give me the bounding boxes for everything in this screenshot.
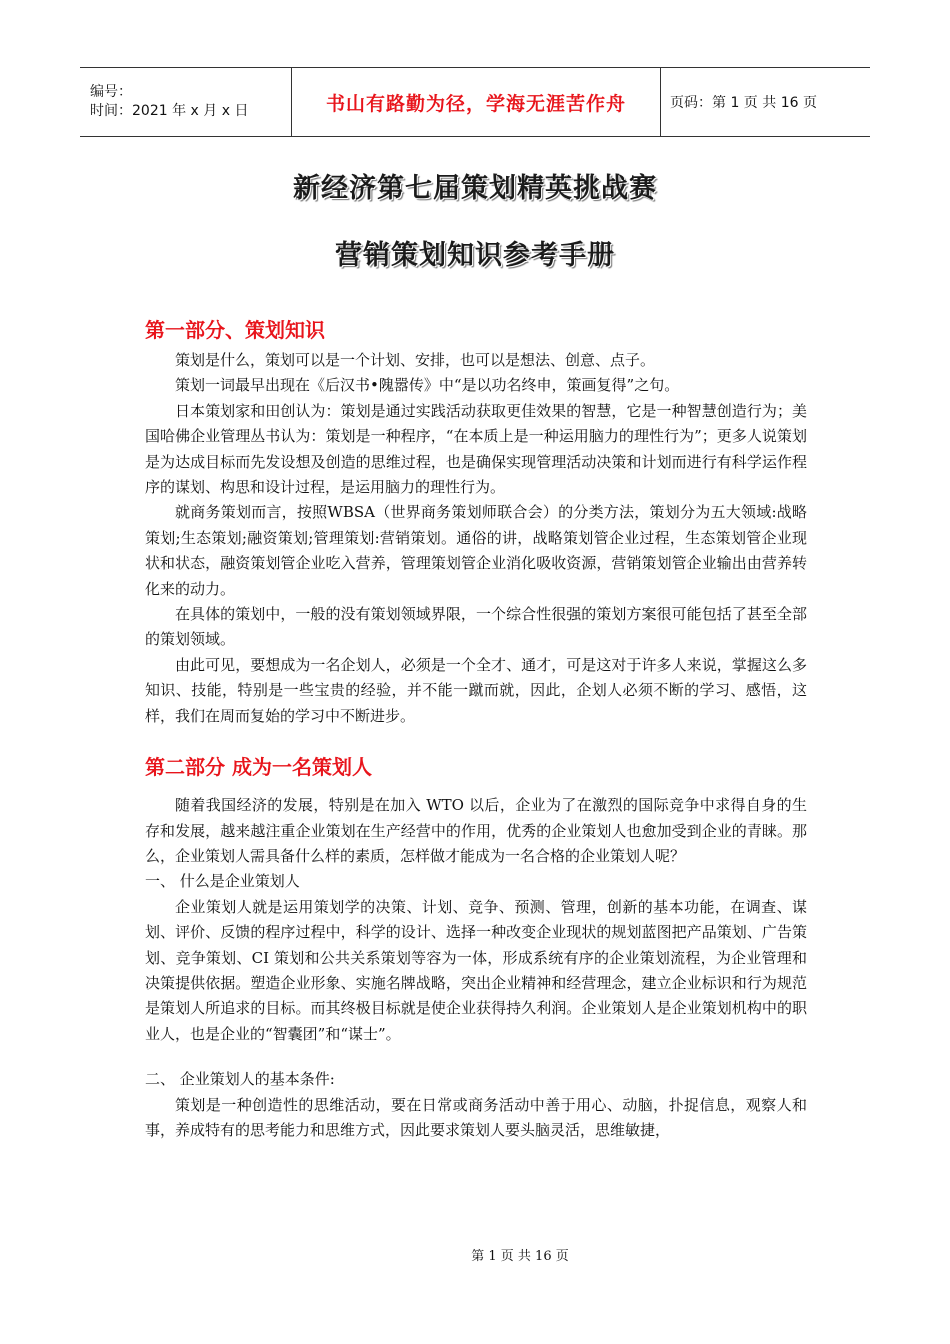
spacer: [145, 729, 807, 749]
paragraph: 日本策划家和田创认为：策划是通过实践活动获取更佳效果的智慧，它是一种智慧创造行为；美国哈佛企业管理丛书认为：策划是一种程序，“在本质上是一种运用脑力的理性行为”；更多人说策划是为达成目标而先发设想及创造的思维过程，也是确保实现管理活动决策和计划而进行有科学运作程序的谋划、构思和设计过程，是运用脑力的理性行为。: [145, 401, 807, 497]
header-page-cell: [661, 68, 871, 137]
spacer: [145, 1047, 807, 1067]
paragraph: 策划一词最早出现在《后汉书•隗嚣传》中“是以功名终申，策画复得”之句。: [175, 376, 680, 395]
header-motto-cell: [292, 68, 661, 137]
section-heading-1: 第一部分、策划知识: [145, 318, 325, 342]
subheading-1: 一、 什么是企业策划人: [145, 872, 300, 891]
paragraph: 随着我国经济的发展，特别是在加入 WTO 以后，企业为了在激烈的国际竞争中求得自身的生存和发展，越来越注重企业策划在生产经营中的作用，优秀的企业策划人也愈加受到企业的青睐。那么，企业策划人需具备什么样的素质，怎样做才能成为一名合格的企业策划人呢？: [145, 796, 807, 865]
header-motto: 书山有路勤为径，学海无涯苦作舟: [325, 92, 626, 115]
document-title: 新经济第七届策划精英挑战赛: [293, 173, 657, 204]
paragraph: 就商务策划而言，按照WBSA（世界商务策划师联合会）的分类方法，策划分为五大领域:战略策划;生态策划;融资策划;管理策划:营销策划。通俗的讲，战略策划管企业过程，生态策划管企业现状和状态，融资策划管企业吃入营养，管理策划管企业消化吸收资源，营销策划管企业输出由营养转化来的动力。: [145, 503, 807, 598]
header-page-info: 页码：第 1 页 共 16 页: [670, 95, 817, 111]
doc-time-label: 时间：2021 年 x 月 x 日: [90, 103, 249, 119]
header-meta-cell: [80, 68, 292, 137]
section-heading-2: 第二部分 成为一名策划人: [145, 755, 372, 780]
paragraph: 由此可见，要想成为一名企划人，必须是一个全才、通才，可是这对于许多人来说，掌握这么多知识、技能，特别是一些宝贵的经验，并不能一蹴而就，因此，企划人必须不断的学习、感悟，这样，我们在周而复始的学习中不断进步。: [145, 655, 807, 725]
paragraph: 策划是什么，策划可以是一个计划、安排，也可以是想法、创意、点子。: [175, 351, 656, 369]
document-body: [145, 312, 807, 1143]
spacer: [145, 785, 807, 793]
subheading-2: 二、 企业策划人的基本条件:: [145, 1070, 335, 1089]
header-table: [80, 67, 870, 137]
page-footer: 第 1 页 共 16 页: [471, 1249, 569, 1264]
document-subtitle: 营销策划知识参考手册: [335, 240, 615, 271]
paragraph: 企业策划人就是运用策划学的决策、计划、竞争、预测、管理，创新的基本功能，在调查、谋划、评价、反馈的程序过程中，科学的设计、选择一种改变企业现状的规划蓝图把产品策划、广告策划、竞争策划、CI 策划和公共关系策划等容为一体，形成系统有序的企业策划流程，为企业管理和决策提供依据。塑造企业形象、实施名牌战略，突出企业精神和经营理念，建立企业标识和行为规范是策划人所追求的目标。而其终极目标就是使企业获得持久利润。企业策划人是企业策划机构中的职业人，也是企业的“智囊团”和“谋士”。: [145, 897, 807, 1043]
paragraph: 在具体的策划中，一般的没有策划领域界限，一个综合性很强的策划方案很可能包括了甚至全部的策划领域。: [145, 605, 807, 649]
doc-number-label: 编号：: [90, 84, 132, 100]
paragraph: 策划是一种创造性的思维活动，要在日常或商务活动中善于用心、动脑，扑捉信息，观察人和事，养成特有的思考能力和思维方式，因此要求策划人要头脑灵活，思维敏捷，: [145, 1095, 807, 1139]
